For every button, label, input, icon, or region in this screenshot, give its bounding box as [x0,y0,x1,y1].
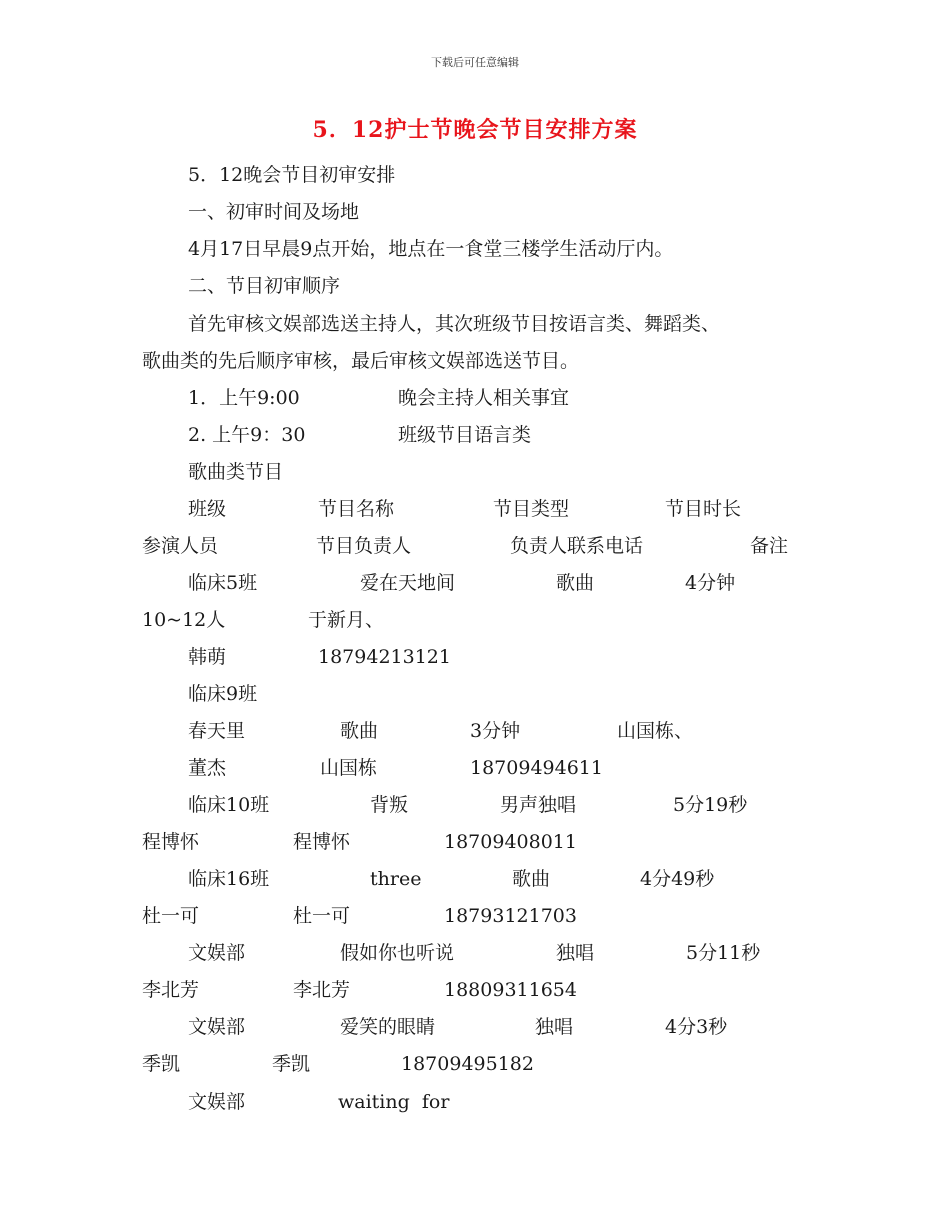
table-cell: 独唱 [535,1016,574,1038]
schedule-item: 晚会主持人相关事宜 [398,387,570,409]
table-cell: 文娱部 [188,1016,246,1038]
schedule-time: 2. 上午9：30 [188,424,306,446]
table-cell: 爱在天地间 [360,572,456,594]
subtitle: 5．12晚会节目初审安排 [188,164,396,186]
table-cell: three [370,868,422,890]
table-cell: 山国栋、 [617,720,694,742]
table-cell: 李北芳 [293,979,351,1001]
page-header: 下载后可任意编辑 [431,56,519,69]
table-cell: 文娱部 [188,942,246,964]
table-cell: 临床16班 [188,868,270,890]
table-cell: 4分钟 [685,572,736,594]
table-cell: 5分11秒 [686,942,761,964]
table-cell: 李北芳 [142,979,200,1001]
table-header-cell: 节目时长 [665,498,742,520]
table-header-cell: 负责人联系电话 [510,535,644,557]
table-cell: 程博怀 [293,831,351,853]
section1-text: 4月17日早晨9点开始，地点在一食堂三楼学生活动厅内。 [188,238,674,260]
table-header-cell: 班级 [188,498,227,520]
table-header-cell: 参演人员 [142,535,219,557]
table-cell: 歌曲 [556,572,595,594]
table-row [0,1090,450,1162]
table-cell: 程博怀 [142,831,200,853]
table-cell: 假如你也听说 [340,942,455,964]
schedule-item: 班级节目语言类 [398,424,532,446]
song-category-heading: 歌曲类节目 [188,461,284,483]
table-cell: 4分3秒 [665,1016,728,1038]
table-cell: 于新月、 [308,609,385,631]
table-header-cell: 节目负责人 [316,535,412,557]
table-cell: 5分19秒 [673,794,748,816]
section2-heading: 二、节目初审顺序 [188,275,341,297]
table-cell: 男声独唱 [500,794,577,816]
table-cell: 杜一可 [142,905,200,927]
table-cell: 山国栋 [320,757,378,779]
table-cell: 爱笑的眼睛 [340,1016,436,1038]
table-cell: 3分钟 [470,720,521,742]
table-cell: 临床10班 [188,794,270,816]
table-cell: 季凯 [272,1053,311,1075]
table-cell: 18709494611 [470,757,603,779]
table-header-cell: 备注 [750,535,789,557]
table-cell: 临床9班 [188,683,258,705]
document-title: 5．12护士节晚会节目安排方案 [312,117,638,143]
table-cell: waiting for [338,1091,450,1113]
table-cell: 背叛 [370,794,409,816]
table-header-cell: 节目名称 [318,498,395,520]
table-cell: 韩萌 [188,646,227,668]
table-cell: 18709408011 [444,831,577,853]
table-cell: 临床5班 [188,572,258,594]
table-cell: 文娱部 [188,1091,246,1113]
table-cell: 歌曲 [512,868,551,890]
table-cell: 春天里 [188,720,246,742]
table-cell: 4分49秒 [640,868,715,890]
table-cell: 歌曲 [340,720,379,742]
table-cell: 18793121703 [444,905,577,927]
table-cell: 杜一可 [293,905,351,927]
table-cell: 18809311654 [444,979,577,1001]
table-cell: 18709495182 [401,1053,534,1075]
schedule-time: 1．上午9:00 [188,387,300,409]
section1-heading: 一、初审时间及场地 [188,201,360,223]
table-cell: 10~12人 [142,609,226,631]
section2-text-2: 歌曲类的先后顺序审核，最后审核文娱部选送节目。 [142,350,580,372]
section2-text-1: 首先审核文娱部选送主持人，其次班级节目按语言类、舞蹈类、 [188,313,721,335]
table-cell: 董杰 [188,757,227,779]
table-cell: 18794213121 [318,646,451,668]
table-cell: 季凯 [142,1053,181,1075]
table-header-cell: 节目类型 [493,498,570,520]
table-cell: 独唱 [556,942,595,964]
